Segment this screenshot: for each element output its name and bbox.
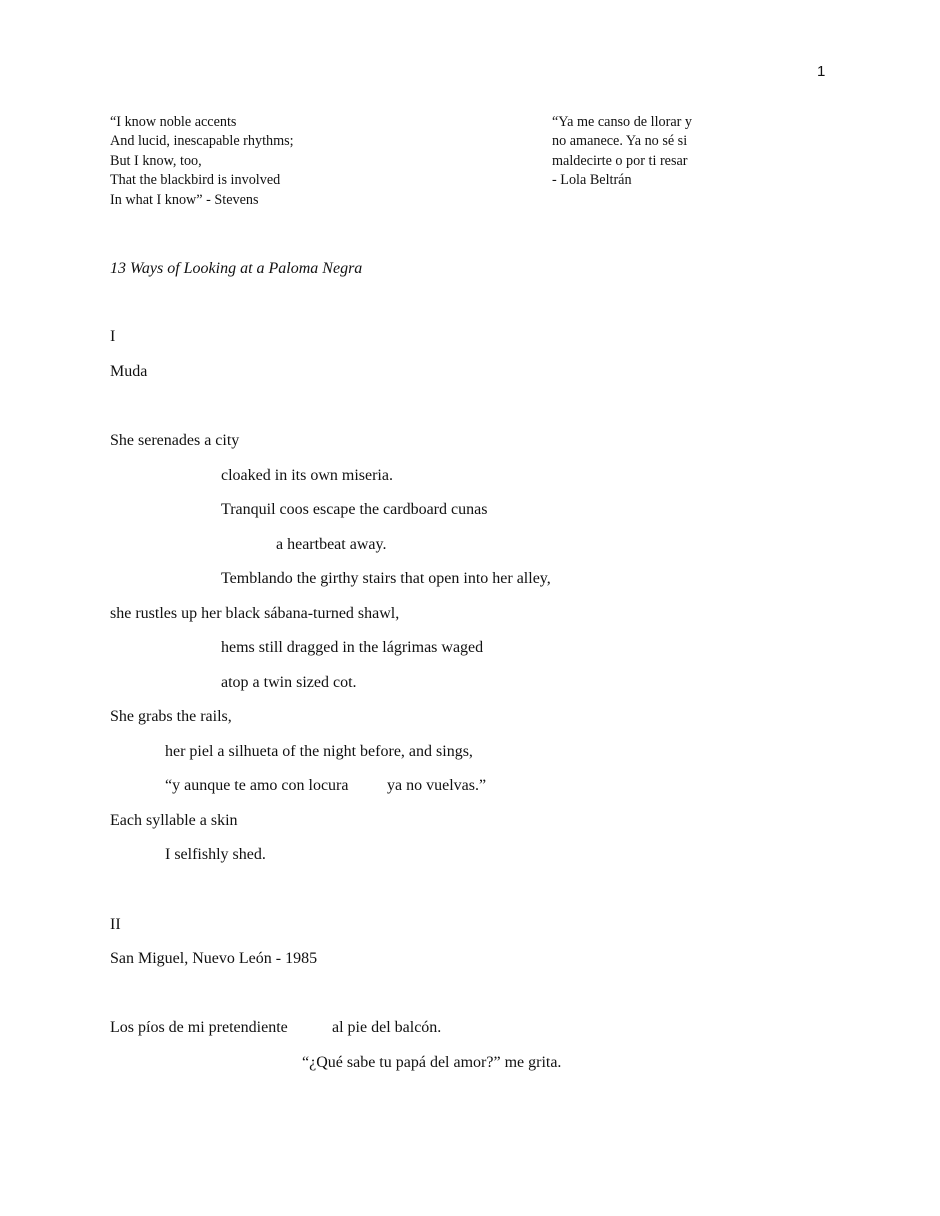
poem-line: She serenades a city xyxy=(110,432,240,449)
poem-line: a heartbeat away. xyxy=(276,536,387,553)
epigraph-line: And lucid, inescapable rhythms; xyxy=(110,133,294,149)
section-numeral: I xyxy=(110,328,116,345)
epigraph-line: That the blackbird is involved xyxy=(110,172,281,188)
epigraph-line: But I know, too, xyxy=(110,153,202,169)
epigraph-line: no amanece. Ya no sé si xyxy=(552,133,688,149)
poem-line: atop a twin sized cot. xyxy=(221,674,357,691)
epigraph-line: - Lola Beltrán xyxy=(552,172,632,188)
epigraph-line: In what I know” - Stevens xyxy=(110,192,259,208)
poem-line: Each syllable a skin xyxy=(110,812,238,829)
poem-line: she rustles up her black sábana-turned shawl, xyxy=(110,605,400,622)
epigraph-line: maldecirte o por ti resar xyxy=(552,153,688,169)
poem-line: I selfishly shed. xyxy=(165,846,266,863)
poem-line: hems still dragged in the lágrimas waged xyxy=(221,639,484,656)
poem-line: Temblando the girthy stairs that open into her alley, xyxy=(221,570,551,587)
poem-line: cloaked in its own miseria. xyxy=(221,467,393,484)
poem-line: “¿Qué sabe tu papá del amor?” me grita. xyxy=(302,1054,562,1071)
poem-line: “y aunque te amo con locura xyxy=(165,777,349,794)
section-subtitle: San Miguel, Nuevo León - 1985 xyxy=(110,950,318,967)
epigraph-line: “Ya me canso de llorar y xyxy=(552,114,692,130)
epigraph-line: “I know noble accents xyxy=(110,114,237,130)
section-subtitle: Muda xyxy=(110,363,148,380)
section-numeral: II xyxy=(110,916,121,933)
page-number: 1 xyxy=(817,63,826,80)
poem-line: ya no vuelvas.” xyxy=(387,777,487,794)
poem-line: Tranquil coos escape the cardboard cunas xyxy=(221,501,488,518)
poem-line: She grabs the rails, xyxy=(110,708,232,725)
poem-line: her piel a silhueta of the night before, and sings, xyxy=(165,743,473,760)
poem-line: Los píos de mi pretendiente xyxy=(110,1019,288,1036)
poem-title: 13 Ways of Looking at a Paloma Negra xyxy=(110,260,363,277)
poem-line: al pie del balcón. xyxy=(332,1019,442,1036)
